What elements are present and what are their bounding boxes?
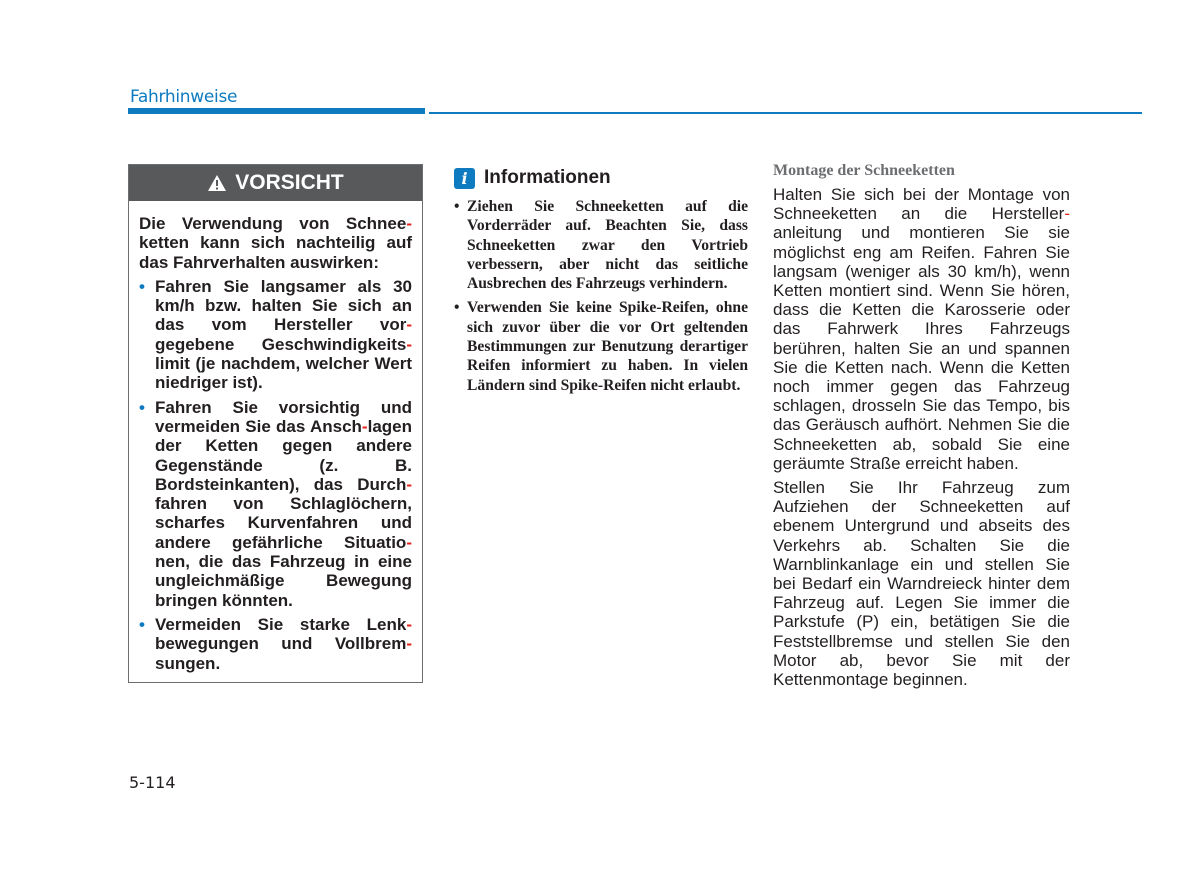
bullet-icon: • bbox=[139, 614, 145, 634]
info-list-item: • Ziehen Sie Schneeketten auf die Vorderräder auf. Beachten Sie, dass Schneeketten zwar den Vortrieb verbessern, aber nicht das seitliche Ausbrechen des Fahrzeugs verhindern. bbox=[454, 198, 748, 293]
info-list bbox=[454, 197, 748, 395]
caution-list-item: • Vermeiden Sie starke Lenk-bewegungen und Vollbrem-sungen. bbox=[139, 614, 412, 673]
caution-label: VORSICHT bbox=[235, 171, 344, 194]
bullet-icon: • bbox=[454, 299, 460, 317]
warning-triangle-icon bbox=[207, 174, 227, 192]
header-rule-thick bbox=[128, 108, 425, 114]
info-heading bbox=[454, 167, 748, 189]
caution-box bbox=[128, 164, 423, 683]
mounting-section bbox=[773, 162, 1070, 694]
info-list-item: • Verwenden Sie keine Spike-Reifen, ohne sich zuvor über die vor Ort geltenden Bestimmungen zur Benutzung derartiger Reifen informiert zu haben. In vielen Ländern sind Spike-Reifen nicht erlaubt. bbox=[454, 299, 748, 394]
caution-header bbox=[129, 165, 422, 201]
info-icon: i bbox=[454, 168, 475, 189]
mounting-paragraph-2: Stellen Sie Ihr Fahrzeug zum Aufziehen der Schneeketten auf ebenem Untergrund und abseits des Verkehrs ab. Schalten Sie die Warnblinkanlage ein und stellen Sie bei Bedarf ein Warndreieck hinter dem Fahrzeug auf. Legen Sie immer die Parkstufe (P) ein, betätigen Sie die Feststellbremse und stellen Sie den Motor ab, bevor Sie mit der Kettenmontage beginnen. bbox=[773, 478, 1070, 690]
info-section bbox=[454, 167, 748, 400]
bullet-icon: • bbox=[454, 198, 460, 215]
caution-body bbox=[129, 201, 422, 673]
caution-list-item: • Fahren Sie vorsichtig und vermeiden Sie das Ansch-lagen der Ketten gegen andere Gegenstände (z. B. Bordsteinkanten), das Durch-fahren von Schlaglöchern, scharfes Kurvenfahren und andere gefährliche Situatio-nen, die das Fahrzeug in eine ungleichmäßige Bewegung bringen könnten. bbox=[139, 397, 412, 610]
caution-list-item: • Fahren Sie langsamer als 30 km/h bzw. halten Sie sich an das vom Hersteller vor-gegebene Geschwindigkeits-limit (je nachdem, welcher Wert niedriger ist). bbox=[139, 276, 412, 393]
mounting-title: Montage der Schneeketten bbox=[773, 162, 955, 179]
bullet-icon: • bbox=[139, 397, 145, 417]
page-number: 5-114 bbox=[129, 773, 176, 792]
caution-list bbox=[139, 277, 412, 673]
info-title: Informationen bbox=[484, 167, 611, 188]
header-rule-thin bbox=[429, 112, 1142, 114]
header-title: Fahrhinweise bbox=[130, 87, 238, 107]
mounting-paragraph-1: Halten Sie sich bei der Montage von Schneeketten an die Hersteller-anleitung und montieren Sie sie möglichst eng am Reifen. Fahren Sie langsam (weniger als 30 km/h), wenn Ketten montiert sind. Wenn Sie hören, dass die Ketten die Karosserie oder das Fahrwerk Ihres Fahrzeugs berühren, halten Sie an und spannen Sie die Ketten nach. Wenn die Ketten noch immer gegen das Fahrzeug schlagen, drosseln Sie das Tempo, bis das Geräusch aufhört. Nehmen Sie die Schneeketten ab, sobald Sie eine geräumte Straße erreicht haben. bbox=[773, 185, 1070, 473]
caution-intro: Die Verwendung von Schnee-ketten kann sich nachteilig auf das Fahrverhalten auswirken: bbox=[139, 214, 412, 272]
bullet-icon: • bbox=[139, 276, 145, 296]
